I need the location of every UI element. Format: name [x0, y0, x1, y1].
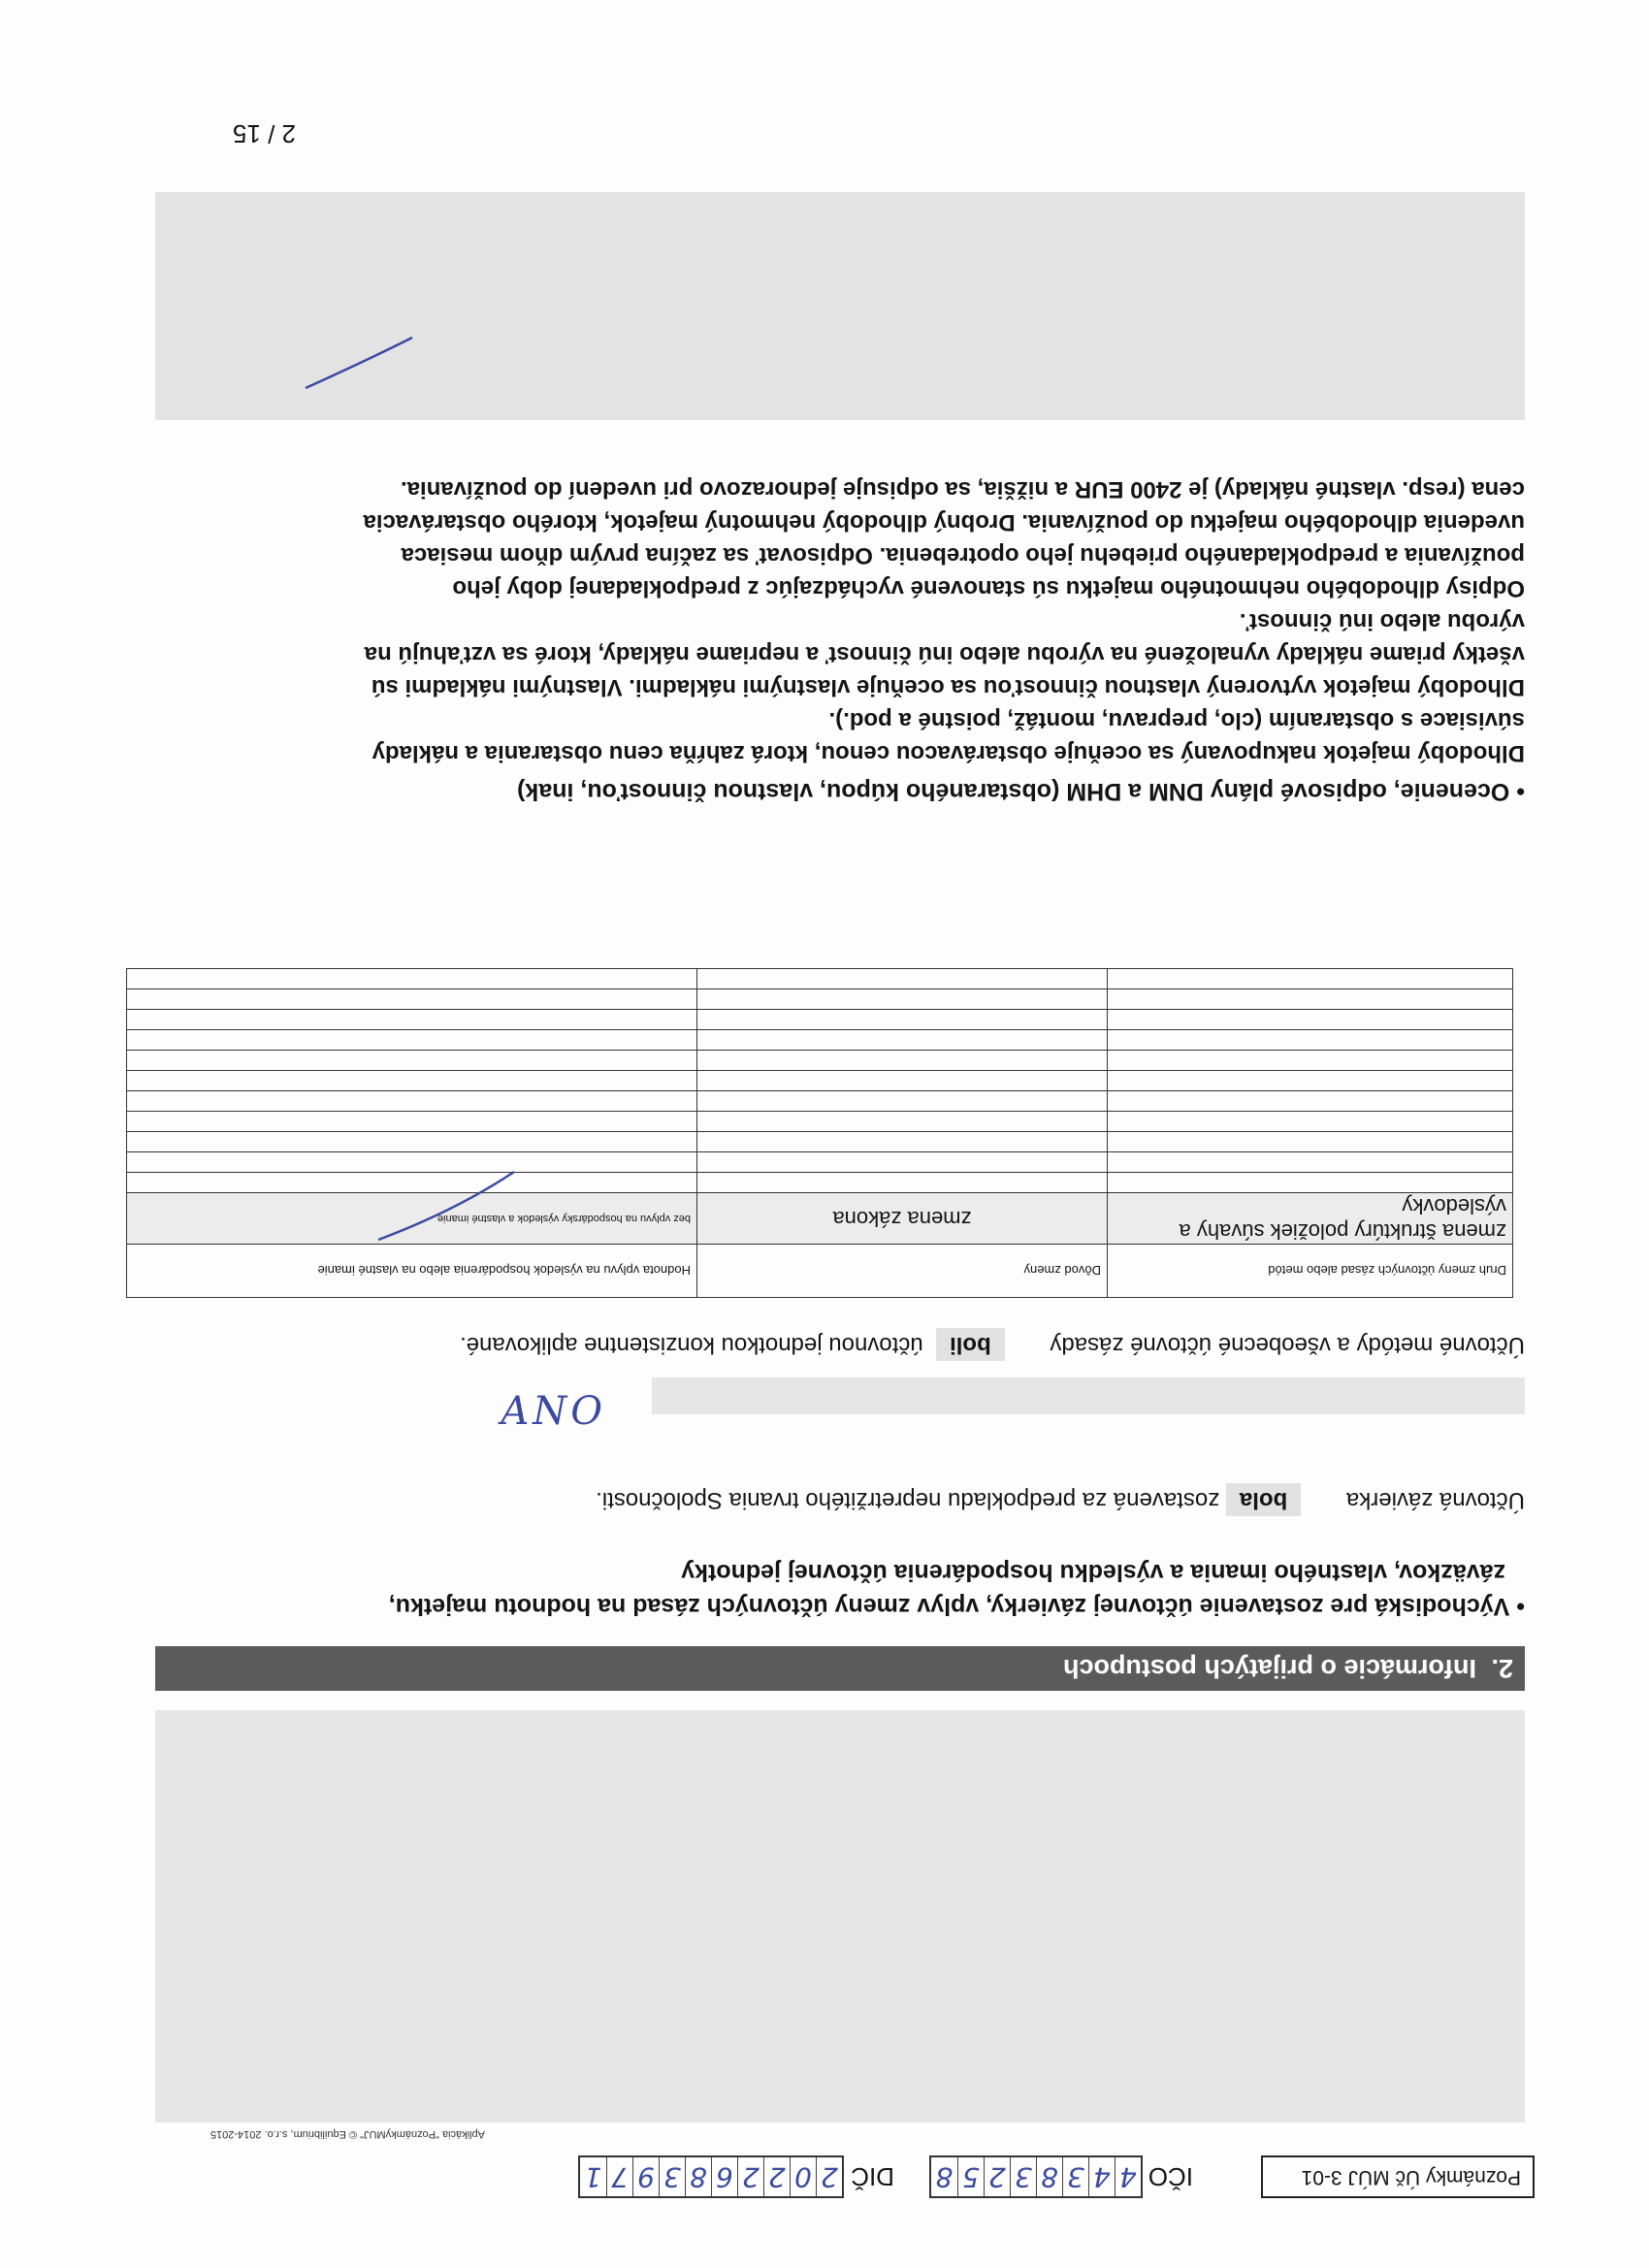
table-row: [127, 989, 1513, 1010]
table-row: [127, 1030, 1513, 1051]
col-header-reason: Dôvod zmeny: [697, 1245, 1108, 1298]
ico-label: IČO: [1148, 2162, 1193, 2191]
paragraph-line: výrobu alebo inú činnosť.: [1239, 608, 1525, 634]
cell-change-type: zmena štruktúry položiek súvahy a výsledovky: [1108, 1193, 1513, 1245]
table-row: [127, 1091, 1513, 1112]
valuation-paragraph: [147, 430, 1525, 769]
dic-digit: 3: [659, 2157, 685, 2196]
going-concern-statement: Účtovná závierka bola zostavená za predpokladu nepretržitého trvania Spoločnosti.: [596, 1483, 1525, 1516]
dic-digit-boxes: [578, 2155, 844, 2198]
ico-digit-boxes: [929, 2155, 1143, 2198]
paragraph-line: Dlhodobý majetok nakupovaný sa oceňuje obstarávacou cenou, ktorá zahŕňa cenu obstarania a náklady: [372, 740, 1525, 766]
table-row: [127, 1193, 1513, 1245]
paragraph-line: Odpisy dlhodobého nehmotného majetku sú stanovené vychádzajúc z predpokladanej doby jeho: [452, 575, 1525, 601]
table-row: [127, 1051, 1513, 1071]
table-row: [127, 1071, 1513, 1091]
dic-digit: 2: [737, 2157, 763, 2196]
page-number: 2 / 15: [232, 119, 296, 148]
bullet2-heading: • Ocenenie, odpisové plány DNM a DHM (obstaraného kúpou, vlastnou činnosťou, inak): [517, 778, 1525, 805]
paragraph-line: používania a predpokladaného priebehu jeho opotrebenia. Odpisovať sa začína prvým dňom mesiaca: [401, 542, 1525, 568]
bullet-dot: •: [1509, 778, 1525, 805]
going-concern-value: bola: [1226, 1483, 1301, 1516]
bullet1-line1: • Východiská pre zostavenie účtovnej závierky, vplyv zmeny účtovných zásad na hodnotu majetku,: [388, 1593, 1525, 1620]
handwritten-stroke: [301, 328, 417, 396]
ico-digit: 4: [1115, 2157, 1141, 2196]
dic-digit: 8: [685, 2157, 711, 2196]
ico-digit: 2: [984, 2157, 1010, 2196]
ico-digit: 8: [1036, 2157, 1062, 2196]
handwritten-annotation: ANO: [501, 1389, 606, 1434]
form-name-box: Poznámky Úč MÚJ 3-01: [1261, 2155, 1535, 2198]
accounting-changes-table: [126, 968, 1513, 1298]
bullet-dot: •: [1509, 1593, 1525, 1620]
grey-band: [652, 1377, 1525, 1414]
col-header-change-type: Druh zmeny účtovných zásad alebo metód: [1108, 1245, 1513, 1298]
grey-area-top: [155, 1710, 1525, 2122]
table-row: [127, 1010, 1513, 1030]
table-row: [127, 1112, 1513, 1132]
dic-digit: 6: [711, 2157, 737, 2196]
table-header-row: [127, 1245, 1513, 1298]
cell-reason: zmena zákona: [697, 1193, 1108, 1245]
paragraph-line: Dlhodobý majetok vytvorený vlastnou činnosťou sa oceňuje vlastnými nákladmi. Vlastnými nákladmi sú: [371, 674, 1525, 700]
dic-digit: 1: [584, 2161, 602, 2193]
cell-impact: bez vplyvu na hospodársky výsledok a vlastné imanie: [127, 1193, 697, 1245]
dic-label: DIČ: [851, 2162, 894, 2191]
paragraph-line: všetky priame náklady vynaložené na výrobu alebo inú činnosť a nepriame náklady, ktoré sa vzťahujú na: [364, 641, 1525, 667]
consistency-statement: Účtovné metódy a všeobecné účtovné zásady boli účtovnou jednotkou konzistentne aplikované.: [460, 1328, 1525, 1361]
section-number: 2.: [1491, 1654, 1513, 1683]
table-row: [127, 1152, 1513, 1173]
ico-digit: 4: [1088, 2157, 1115, 2196]
ico-digit: 3: [1062, 2157, 1088, 2196]
app-credit: Aplikácia "PoznámkyMUJ" © Equilibrium, s.r.o. 2014-2015: [210, 2128, 485, 2140]
ico-digit: 3: [1010, 2157, 1036, 2196]
table-row: [127, 1173, 1513, 1193]
ico-digit: 8: [935, 2161, 954, 2193]
handwritten-check-mark: [369, 1162, 524, 1249]
table-row: [127, 969, 1513, 989]
paragraph-line: súvisiace s obstaraním (clo, prepravu, montáž, poistné a pod.).: [828, 707, 1525, 733]
dic-digit: 0: [790, 2157, 816, 2196]
consistency-value: boli: [936, 1328, 1005, 1361]
dic-digit: 2: [763, 2157, 790, 2196]
paragraph-line: uvedenia dlhodobého majetku do používania. Drobný dlhodobý nehmotný majetok, ktorého obstarávacia: [363, 509, 1525, 535]
bullet1-line2: záväzkov, vlastného imania a výsledku hospodárenia účtovnej jednotky: [681, 1559, 1505, 1586]
dic-digit: 7: [606, 2157, 632, 2196]
dic-digit: 9: [632, 2157, 659, 2196]
table-row: [127, 1132, 1513, 1152]
col-header-impact: Hodnota vplyvu na výsledok hospodárenia alebo na vlastné imanie: [127, 1245, 697, 1298]
paragraph-line: cena (resp. vlastné náklady) je 2400 EUR a nižšia, sa odpisuje jednorazovo pri uvedení do používania.: [400, 476, 1525, 502]
ico-digit: 5: [957, 2157, 984, 2196]
dic-digit: 2: [816, 2157, 842, 2196]
section-title: Informácie o prijatých postupoch: [1062, 1654, 1476, 1683]
